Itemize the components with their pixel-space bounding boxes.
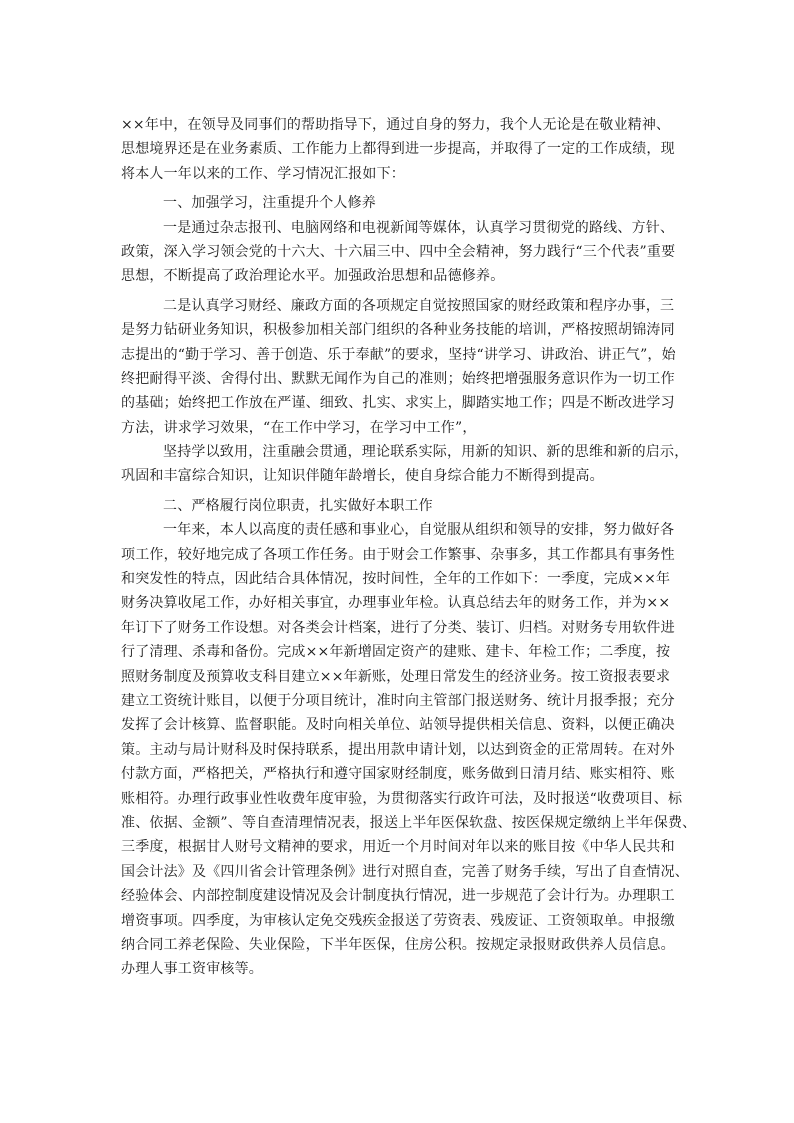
paragraph-line: 准、依据、金额”、等自查清理情况表，报送上半年医保软盘、按医保规定缴纳上半年保费、: [121, 814, 697, 831]
paragraph-line: 增资事项。四季度，为审核认定免交残疾金报送了劳资表、残废证、工资领取单。申报缴: [121, 912, 675, 929]
paragraph-line: 巩固和丰富综合知识，让知识伴随年龄增长，使自身综合能力不断得到提高。: [121, 468, 604, 485]
paragraph-line: 办理人事工资审核等。: [121, 961, 263, 978]
intro-line: ××年中，在领导及同事们的帮助指导下，通过自身的努力，我个人无论是在敬业精神、: [121, 117, 671, 133]
paragraph-line: 政策，深入学习领会党的十六大、十六届三中、四中全会精神，努力践行“三个代表”重要: [121, 243, 676, 260]
paragraph-line: 三季度，根据甘人财号文精神的要求，用近一个月时间对年以来的账目按《中华人民共和: [121, 839, 675, 856]
paragraph-line: 思想，不断提高了政治理论水平。加强政治思想和品德修养。: [121, 268, 505, 285]
paragraph-line: 方法，讲求学习效果，“在工作中学习，在学习中工作”，: [121, 419, 477, 436]
paragraph-line: 二是认真学习财经、廉政方面的各项规定自觉按照国家的财经政策和程序办事，三: [163, 297, 675, 314]
paragraph-line: 行了清理、杀毒和备份。完成××年新增固定资产的建账、建卡、年检工作；二季度，按: [121, 644, 671, 661]
paragraph-line: 的基础；始终把工作放在严谨、细致、扎实、求实上，脚踏实地工作；四是不断改进学习: [121, 395, 675, 412]
intro-line: 思想境界还是在业务素质、工作能力上都得到进一步提高，并取得了一定的工作成绩，现: [121, 141, 675, 158]
paragraph-line: 照财务制度及预算收支科目建立××年新账，处理日常发生的经济业务。按工资报表要求: [121, 668, 671, 685]
section-heading-1: 一、加强学习，注重提升个人修养: [163, 195, 376, 212]
paragraph-line: 发挥了会计核算、监督职能。及时向相关单位、站领导提供相关信息、资料，以便正确决: [121, 717, 675, 734]
document-body: [121, 113, 697, 982]
paragraph-line: 志提出的“勤于学习、善于创造、乐于奉献”的要求，坚持“讲学习、讲政治、讲正气”，始: [121, 346, 676, 363]
paragraph-line: 财务决算收尾工作，办好相关事宜，办理事业年检。认真总结去年的财务工作，并为××: [121, 595, 671, 612]
paragraph-line: 纳合同工养老保险、失业保险，下半年医保，住房公积。按规定录报财政供养人员信息。: [121, 936, 675, 953]
paragraph-line: 建立工资统计账目，以便于分项目统计，准时向主管部门报送财务、统计月报季报；充分: [121, 692, 675, 709]
paragraph-line: 和突发性的特点，因此结合具体情况，按时间性，全年的工作如下：一季度，完成××年: [121, 571, 671, 588]
intro-line: 将本人一年以来的工作、学习情况汇报如下：: [121, 165, 405, 182]
paragraph-line: 账相符。办理行政事业性收费年度审验，为贯彻落实行政许可法，及时报送“收费项目、标: [121, 790, 683, 807]
paragraph-line: 年订下了财务工作设想。对各类会计档案，进行了分类、装订、归档。对财务专用软件进: [121, 619, 675, 636]
paragraph-line: 国会计法》及《四川省会计管理条例》进行对照自查，完善了财务手续，写出了自查情况、: [121, 863, 689, 880]
paragraph-line: 是努力钻研业务知识，积极参加相关部门组织的各种业务技能的培训，严格按照胡锦涛同: [121, 322, 675, 339]
paragraph-line: 策。主动与局计财科及时保持联系，提出用款申请计划，以达到资金的正常周转。在对外: [121, 741, 675, 758]
paragraph-line: 终把耐得平淡、舍得付出、默默无闻作为自己的准则；始终把增强服务意识作为一切工作: [121, 370, 675, 387]
section-heading-2: 二、严格履行岗位职责，扎实做好本职工作: [163, 497, 433, 514]
paragraph-line: 项工作，较好地完成了各项工作任务。由于财会工作繁事、杂事多，其工作都具有事务性: [121, 546, 675, 563]
paragraph-line: 一年来，本人以高度的责任感和事业心，自觉服从组织和领导的安排，努力做好各: [163, 522, 675, 539]
paragraph-line: 付款方面，严格把关，严格执行和遵守国家财经制度，账务做到日清月结、账实相符、账: [121, 766, 675, 783]
paragraph-line: 经验体会、内部控制度建设情况及会计制度执行情况，进一步规范了会计行为。办理职工: [121, 888, 675, 905]
paragraph-line: 坚持学以致用，注重融会贯通，理论联系实际，用新的知识、新的思维和新的启示，: [163, 444, 689, 461]
paragraph-line: 一是通过杂志报刊、电脑网络和电视新闻等媒体，认真学习贯彻党的路线、方针、: [163, 219, 675, 236]
